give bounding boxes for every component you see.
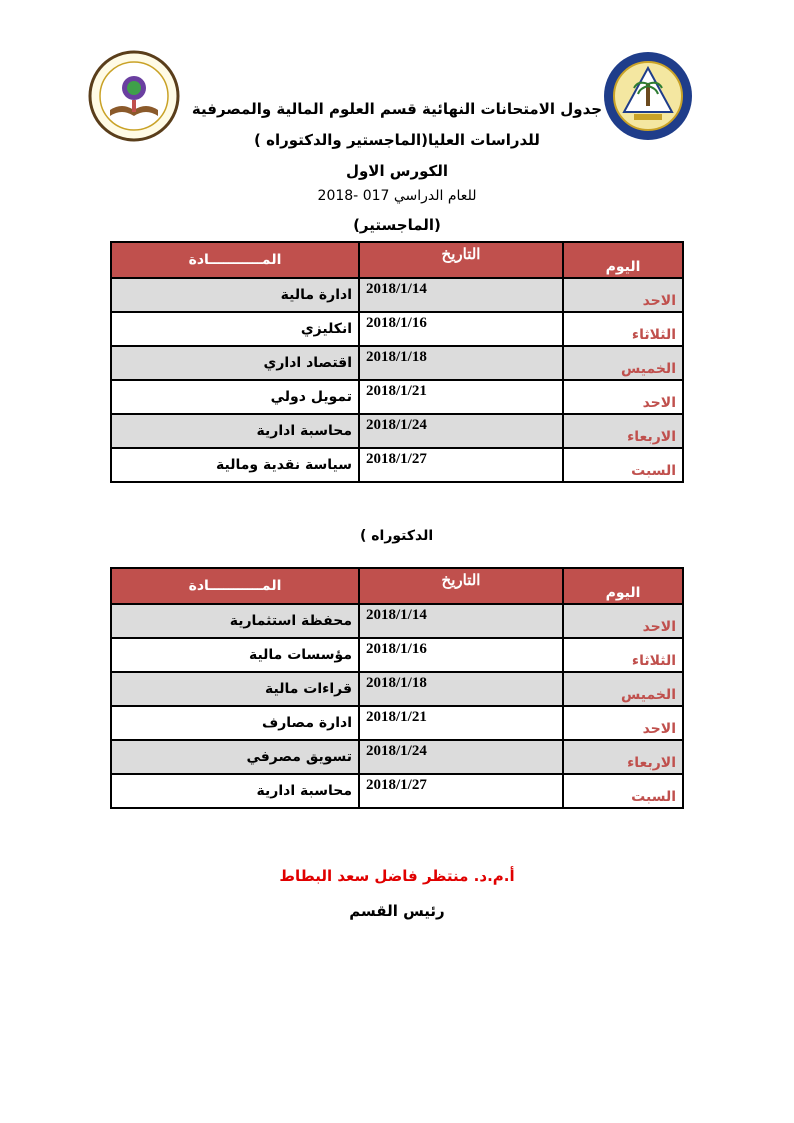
table-row xyxy=(111,448,683,482)
column-header-date: التاريخ xyxy=(359,568,563,604)
phd-section-title: الدكتوراه ) xyxy=(360,528,434,544)
subject-cell: محاسبة ادارية xyxy=(111,774,359,808)
college-logo xyxy=(88,50,180,142)
column-header-subject: المـــــــــــادة xyxy=(111,568,359,604)
day-cell: الاحد xyxy=(563,604,683,638)
phd-exam-table xyxy=(110,567,684,809)
day-cell: الاربعاء xyxy=(563,414,683,448)
table-row xyxy=(111,414,683,448)
date-cell: 2018/1/18 xyxy=(359,672,563,706)
masters-exam-table xyxy=(110,241,684,483)
date-cell: 2018/1/14 xyxy=(359,278,563,312)
table-header-row xyxy=(111,568,683,604)
subject-cell: محاسبة ادارية xyxy=(111,414,359,448)
table-row xyxy=(111,604,683,638)
table-row xyxy=(111,740,683,774)
course-label: الكورس الاول xyxy=(345,162,449,180)
table-header-row xyxy=(111,242,683,278)
date-cell: 2018/1/16 xyxy=(359,638,563,672)
subject-cell: مؤسسات مالية xyxy=(111,638,359,672)
day-cell: الثلاثاء xyxy=(563,312,683,346)
table-row xyxy=(111,278,683,312)
subject-cell: انكليزي xyxy=(111,312,359,346)
subject-cell: محفظة استثمارية xyxy=(111,604,359,638)
date-cell: 2018/1/27 xyxy=(359,448,563,482)
column-header-day: اليوم xyxy=(563,242,683,278)
date-cell: 2018/1/21 xyxy=(359,706,563,740)
university-of-basrah-logo xyxy=(602,50,694,142)
subject-cell: اقتصاد اداري xyxy=(111,346,359,380)
column-header-subject: المـــــــــــادة xyxy=(111,242,359,278)
subject-cell: سياسة نقدية ومالية xyxy=(111,448,359,482)
date-cell: 2018/1/16 xyxy=(359,312,563,346)
academic-year: للعام الدراسي 017 -2018 xyxy=(317,188,477,204)
date-cell: 2018/1/18 xyxy=(359,346,563,380)
subject-cell: تسويق مصرفي xyxy=(111,740,359,774)
day-cell: السبت xyxy=(563,448,683,482)
date-cell: 2018/1/21 xyxy=(359,380,563,414)
date-cell: 2018/1/24 xyxy=(359,740,563,774)
masters-section-title: (الماجستير) xyxy=(353,216,441,234)
day-cell: الاحد xyxy=(563,380,683,414)
column-header-day: اليوم xyxy=(563,568,683,604)
day-cell: الاربعاء xyxy=(563,740,683,774)
subject-cell: قراءات مالية xyxy=(111,672,359,706)
document-subtitle: للدراسات العليا(الماجستير والدكتوراه ) xyxy=(254,131,540,149)
table-row xyxy=(111,706,683,740)
document-title: جدول الامتحانات النهائية قسم العلوم المالية والمصرفية xyxy=(191,100,603,118)
day-cell: الخميس xyxy=(563,672,683,706)
column-header-date: التاريخ xyxy=(359,242,563,278)
subject-cell: ادارة مالية xyxy=(111,278,359,312)
signatory-title: رئيس القسم xyxy=(349,902,445,920)
signatory-name: أ.م.د. منتظر فاضل سعد البطاط xyxy=(279,867,515,885)
date-cell: 2018/1/14 xyxy=(359,604,563,638)
table-row xyxy=(111,774,683,808)
day-cell: الثلاثاء xyxy=(563,638,683,672)
table-row xyxy=(111,312,683,346)
table-row xyxy=(111,672,683,706)
subject-cell: تمويل دولي xyxy=(111,380,359,414)
subject-cell: ادارة مصارف xyxy=(111,706,359,740)
date-cell: 2018/1/27 xyxy=(359,774,563,808)
table-row xyxy=(111,380,683,414)
day-cell: الاحد xyxy=(563,706,683,740)
table-row xyxy=(111,638,683,672)
date-cell: 2018/1/24 xyxy=(359,414,563,448)
day-cell: الاحد xyxy=(563,278,683,312)
day-cell: السبت xyxy=(563,774,683,808)
day-cell: الخميس xyxy=(563,346,683,380)
table-row xyxy=(111,346,683,380)
